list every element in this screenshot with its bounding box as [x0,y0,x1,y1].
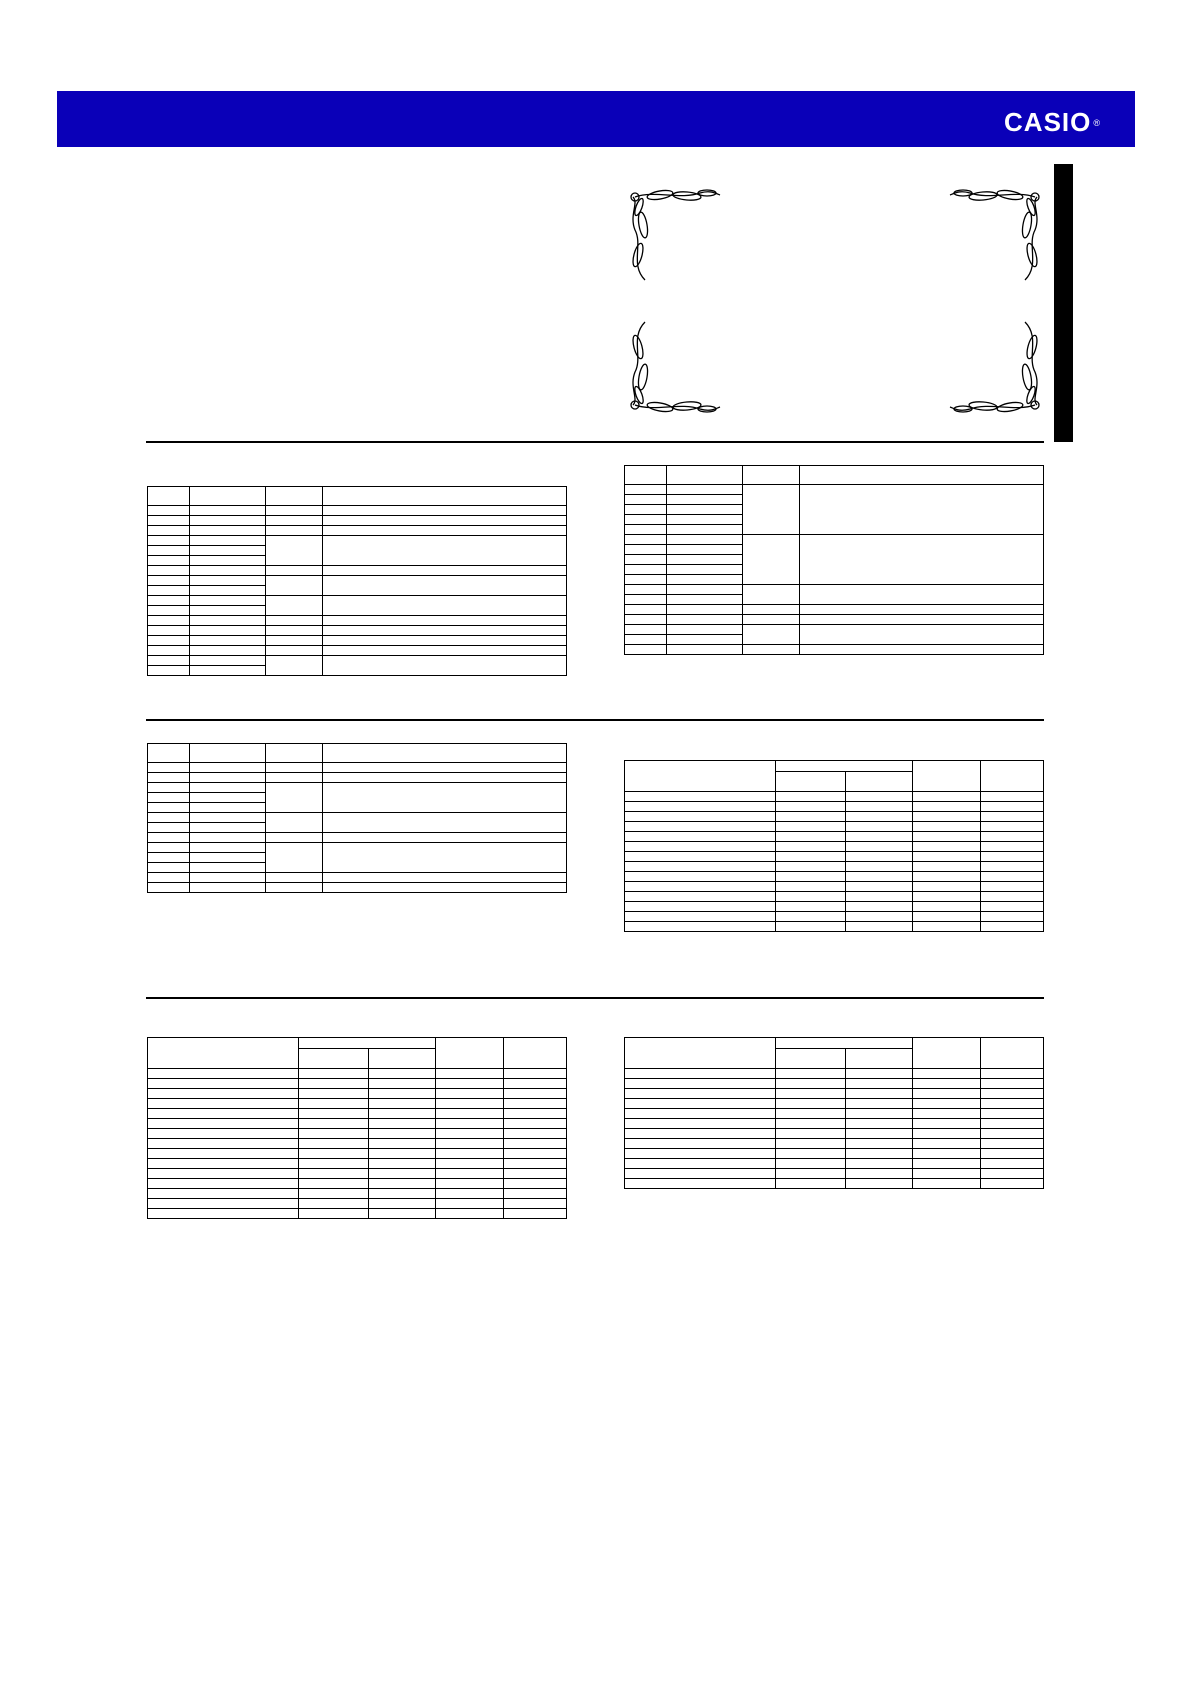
side-index-tab [1054,164,1073,442]
summary-table [624,1037,1044,1189]
casio-logo: CASIO ® [1004,107,1101,137]
decorative-frame-icon [625,185,1045,417]
section-divider [146,719,1044,721]
summary-table [624,760,1044,932]
section-divider [146,441,1044,443]
code-table [147,486,567,676]
summary-table [147,1037,567,1219]
code-table [147,743,567,893]
section-divider [146,997,1044,999]
page-header [57,91,1135,147]
code-table [624,465,1044,655]
